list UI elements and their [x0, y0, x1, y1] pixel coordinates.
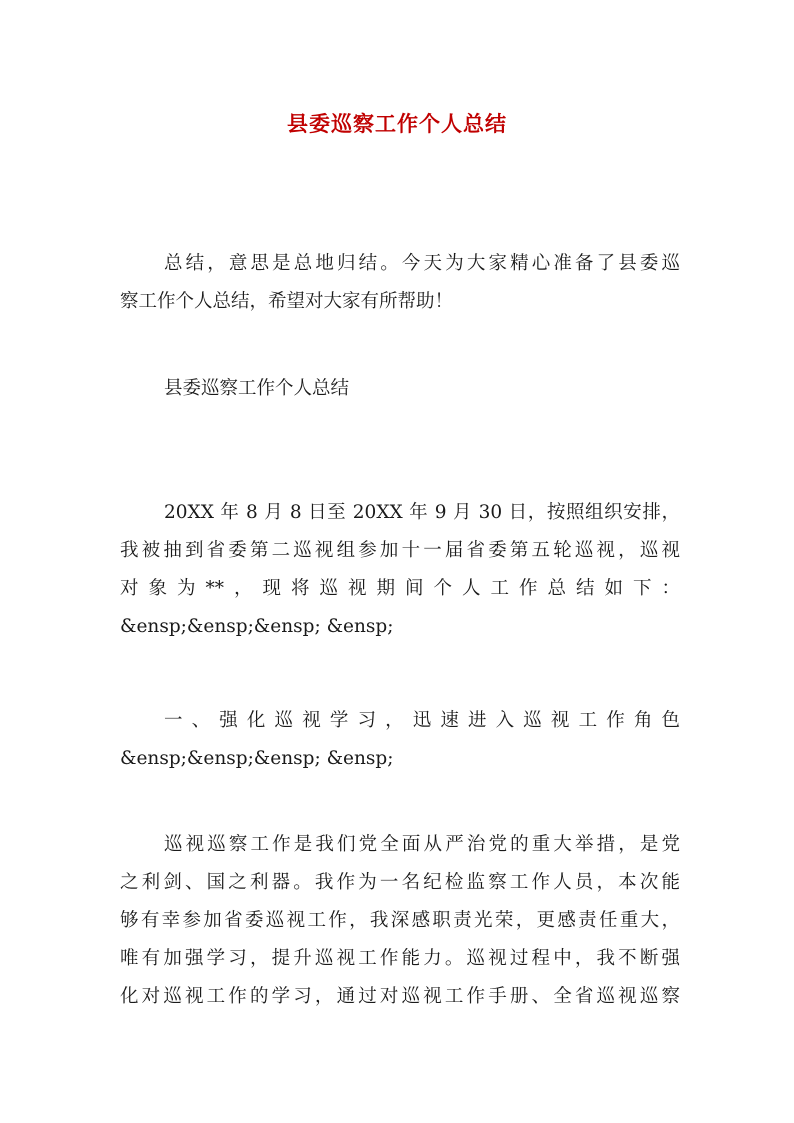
paragraph-2-line-4: 唯有加强学习，提升巡视工作能力。巡视过程中，我不断强	[120, 948, 680, 969]
intro-line-2: 察工作个人总结，希望对大家有所帮助！	[120, 291, 454, 312]
intro-paragraph	[120, 245, 680, 321]
paragraph-1	[120, 494, 680, 646]
section-1-heading-line-2: &ensp;&ensp;&ensp; &ensp;	[120, 748, 394, 769]
paragraph-2-line-1: 巡视巡察工作是我们党全面从严治党的重大举措，是党	[164, 834, 680, 855]
paragraph-1-line-1: 20XX 年 8 月 8 日至 20XX 年 9 月 30 日，按照组织安排，	[164, 502, 680, 523]
paragraph-2-line-2: 之利剑、国之利器。我作为一名纪检监察工作人员，本次能	[120, 872, 680, 893]
paragraph-2	[120, 826, 680, 1016]
paragraph-2-line-5: 化对巡视工作的学习，通过对巡视工作手册、全省巡视巡察	[120, 986, 680, 1007]
paragraph-1-line-2: 我被抽到省委第二巡视组参加十一届省委第五轮巡视，巡视	[120, 540, 680, 561]
paragraph-2-line-3: 够有幸参加省委巡视工作，我深感职责光荣，更感责任重大，	[120, 910, 680, 931]
section-1-heading	[120, 702, 680, 778]
subheading: 县委巡察工作个人总结	[164, 378, 350, 399]
paragraph-1-line-3: 对象为**，现将巡视期间个人工作总结如下：	[120, 578, 680, 599]
paragraph-1-line-4: &ensp;&ensp;&ensp; &ensp;	[120, 616, 394, 637]
document-title: 县委巡察工作个人总结	[287, 111, 507, 136]
section-1-heading-line-1: 一、强化巡视学习，迅速进入巡视工作角色	[164, 710, 680, 731]
intro-line-1: 总结，意思是总地归结。今天为大家精心准备了县委巡	[164, 253, 680, 274]
